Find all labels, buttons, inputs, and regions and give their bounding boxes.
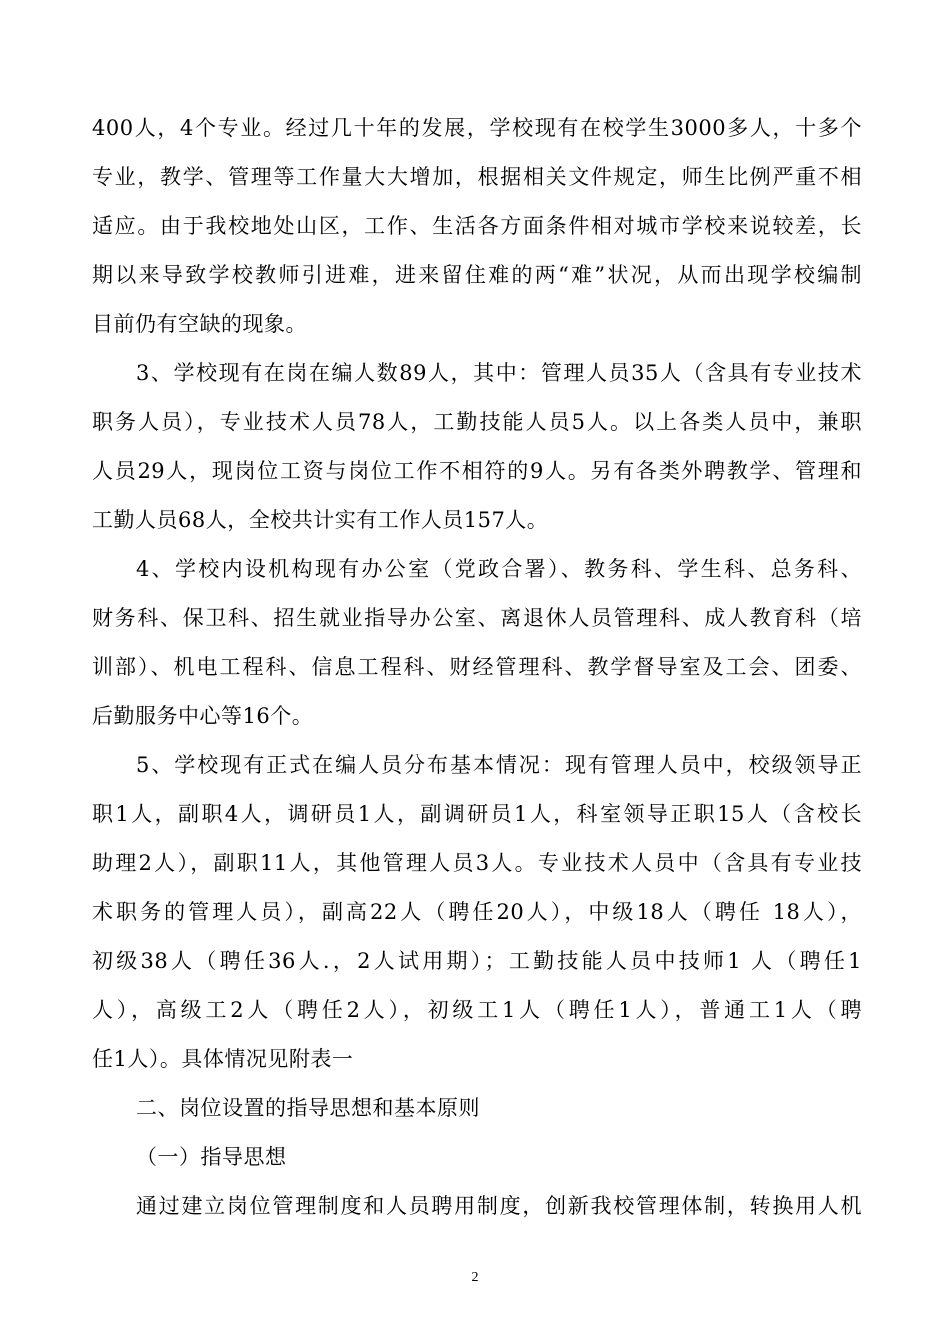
paragraph-line: 期以来导致学校教师引进难，进来留住难的两“难”状况，从而出现学校编制 [92,263,862,287]
paragraph-line: 职1人，副职4人，调研员1人，副调研员1人，科室领导正职15人（含校长 [92,802,862,826]
paragraph-line: 职务人员），专业技术人员78人，工勤技能人员5人。以上各类人员中，兼职 [92,410,862,434]
paragraph-line: 工勤人员68人，全校共计实有工作人员157人。 [92,508,549,532]
paragraph-line: 人），高级工2人（聘任2人），初级工1人（聘任1人），普通工1人（聘 [92,998,862,1022]
paragraph-line: 人员29人，现岗位工资与岗位工作不相符的9人。另有各类外聘教学、管理和 [92,459,862,483]
subsection-heading: （一）指导思想 [136,1145,287,1169]
section-heading: 二、岗位设置的指导思想和基本原则 [136,1096,480,1120]
paragraph-line: 助理2人），副职11人，其他管理人员3人。专业技术人员中（含具有专业技 [92,851,862,875]
paragraph-line: 术职务的管理人员），副高22人（聘任20人），中级18人（聘任 18人）， [92,900,862,924]
paragraph-line: 通过建立岗位管理制度和人员聘用制度，创新我校管理体制，转换用人机 [136,1194,862,1218]
paragraph-line: 目前仍有空缺的现象。 [92,312,307,336]
paragraph-line: 400人，4个专业。经过几十年的发展，学校现有在校学生3000多人，十多个 [92,116,862,140]
paragraph-line: 5、学校现有正式在编人员分布基本情况：现有管理人员中，校级领导正 [136,753,862,777]
paragraph-line: 3、学校现有在岗在编人数89人，其中：管理人员35人（含具有专业技术 [136,361,862,385]
paragraph-line: 任1人）。具体情况见附表一 [92,1047,354,1071]
paragraph-line: 训部）、机电工程科、信息工程科、财经管理科、教学督导室及工会、团委、 [92,655,862,679]
page-number: 2 [471,1270,479,1285]
paragraph-line: 适应。由于我校地处山区，工作、生活各方面条件相对城市学校来说较差，长 [92,214,862,238]
paragraph-line: 财务科、保卫科、招生就业指导办公室、离退休人员管理科、成人教育科（培 [92,606,862,630]
body-text [92,104,862,1231]
paragraph-line: 专业，教学、管理等工作量大大增加，根据相关文件规定，师生比例严重不相 [92,165,862,189]
paragraph-line: 4、学校内设机构现有办公室（党政合署）、教务科、学生科、总务科、 [136,557,862,581]
paragraph-line: 后勤服务中心等16个。 [92,704,314,728]
paragraph-line: 初级38人（聘任36人.，2人试用期）；工勤技能人员中技师1 人（聘任1 [92,949,862,973]
